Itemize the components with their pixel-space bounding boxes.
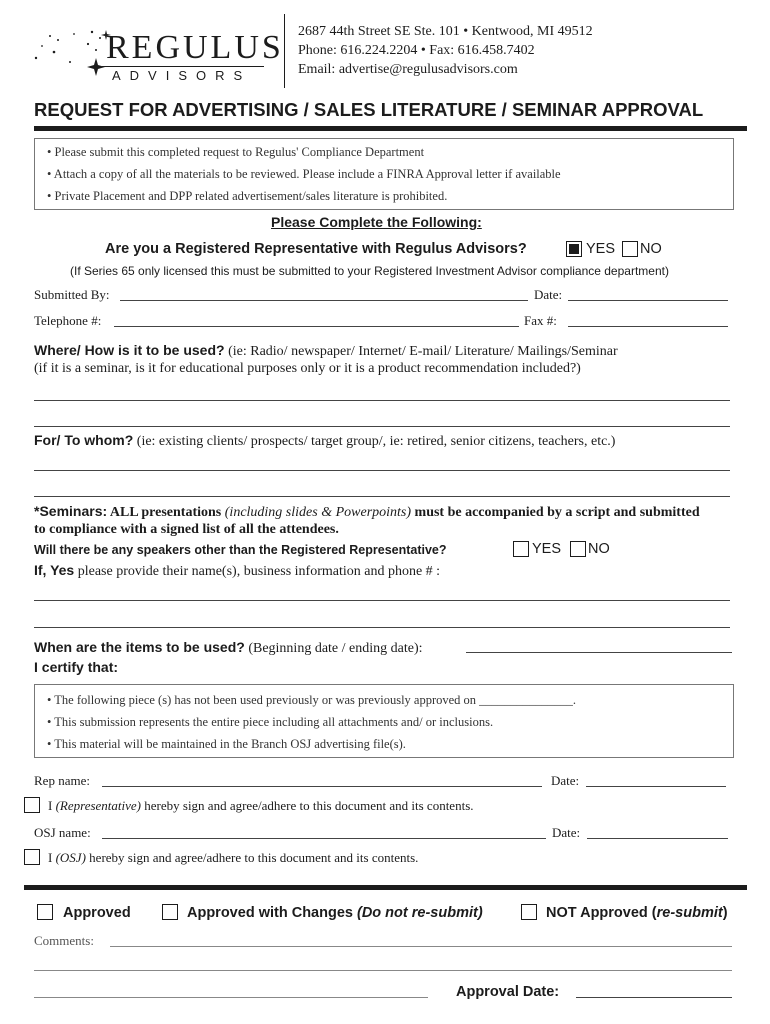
certify-item-3: • This material will be maintained in the Branch OSJ advertising file(s). — [47, 737, 406, 751]
osj-agree-text — [48, 850, 418, 866]
osj-agree-checkbox[interactable] — [24, 849, 40, 865]
speakers-yes-label: YES — [532, 541, 562, 557]
date-label: Date: — [534, 287, 563, 302]
comments-field-2[interactable] — [34, 970, 732, 971]
page-title: REQUEST FOR ADVERTISING / SALES LITERATURE / SEMINAR APPROVAL — [34, 99, 704, 120]
osj-name-field[interactable] — [102, 838, 546, 839]
title-rule — [34, 126, 747, 131]
telephone-label: Telephone #: — [34, 313, 102, 328]
approved-changes-italic: (Do not re-submit) — [357, 905, 483, 921]
osj-agree-post: hereby sign and agree/adhere to this document and its contents. — [85, 850, 419, 865]
submitted-by-label: Submitted By: — [34, 287, 110, 302]
certify-item-1: • The following piece (s) has not been used previously or was previously approved on _______________. — [47, 693, 577, 707]
approved-changes-text: Approved with Changes — [187, 905, 357, 921]
not-approved-text: NOT Approved ( — [546, 905, 657, 921]
rep-agree-post: hereby sign and agree/adhere to this document and its contents. — [141, 798, 474, 813]
instructions-box — [34, 138, 734, 210]
instruction-2: • Attach a copy of all the materials to be reviewed. Please include a FINRA Approval letter if available — [47, 167, 561, 181]
when-field[interactable] — [466, 652, 732, 653]
when-bold: When are the items to be used? — [34, 639, 245, 655]
approved-changes-checkbox[interactable] — [162, 904, 178, 920]
submitted-by-field[interactable] — [120, 300, 528, 301]
telephone-field[interactable] — [114, 326, 519, 327]
header-phone: Phone: 616.224.2204 • Fax: 616.458.7402 — [298, 43, 535, 58]
rep-agree-pre: I — [48, 798, 56, 813]
seminars-line1 — [34, 503, 700, 521]
rep-date-label: Date: — [551, 773, 580, 788]
logo-divider — [102, 66, 264, 67]
fax-field[interactable] — [568, 326, 728, 327]
not-approved-italic: re-submit — [656, 905, 723, 921]
whom-answer-line-1[interactable] — [34, 470, 730, 471]
rep-no-checkbox[interactable] — [622, 241, 638, 257]
rep-yes-checkbox[interactable] — [566, 241, 582, 257]
complete-heading: Please Complete the Following: — [271, 214, 482, 230]
where-line2: (if it is a seminar, is it for educational purposes only or it is a product recommendation included?) — [34, 361, 581, 376]
not-approved-close: ) — [722, 905, 728, 921]
instruction-1: • Please submit this completed request to Regulus' Compliance Department — [47, 145, 425, 159]
approval-date-label: Approval Date: — [456, 984, 560, 1000]
osj-date-field[interactable] — [587, 838, 728, 839]
speakers-question: Will there be any speakers other than the Registered Representative? — [34, 543, 447, 557]
speakers-no-label: NO — [588, 541, 610, 557]
logo-name: REGULUS — [106, 29, 284, 66]
certify-item-2: • This submission represents the entire piece including all attachments and/ or inclusions. — [47, 715, 494, 729]
speakers-yes-checkbox[interactable] — [513, 541, 529, 557]
seminars-text1: ALL presentations — [107, 505, 225, 520]
where-answer-line-1[interactable] — [34, 400, 730, 401]
whom-question — [34, 432, 615, 450]
approval-date-field[interactable] — [576, 997, 732, 998]
comments-field-1[interactable] — [110, 946, 732, 947]
header-address: 2687 44th Street SE Ste. 101 • Kentwood, MI 49512 — [298, 24, 593, 39]
rep-no-label: NO — [640, 241, 662, 257]
seminars-italic: (including slides & Powerpoints) — [224, 505, 412, 520]
osj-agree-pre: I — [48, 850, 56, 865]
whom-bold: For/ To whom? — [34, 432, 134, 448]
comments-label: Comments: — [34, 933, 94, 948]
rep-name-label: Rep name: — [34, 773, 90, 788]
rep-agree-checkbox[interactable] — [24, 797, 40, 813]
date-field[interactable] — [568, 300, 728, 301]
series65-note: (If Series 65 only licensed this must be submitted to your Registered Investment Advisor compliance department) — [70, 264, 669, 278]
approved-checkbox[interactable] — [37, 904, 53, 920]
when-question — [34, 639, 423, 657]
osj-name-label: OSJ name: — [34, 825, 91, 840]
where-question — [34, 342, 618, 360]
where-rest: (ie: Radio/ newspaper/ Internet/ E-mail/ Literature/ Mailings/Seminar — [224, 344, 618, 359]
if-yes-bold: If, Yes — [34, 562, 75, 578]
if-yes-line — [34, 562, 440, 580]
whom-answer-line-2[interactable] — [34, 496, 730, 497]
certify-box — [34, 684, 734, 758]
header-email: Email: advertise@regulusadvisors.com — [298, 62, 518, 77]
not-approved-checkbox[interactable] — [521, 904, 537, 920]
rep-agree-italic: (Representative) — [55, 798, 142, 813]
whom-rest: (ie: existing clients/ prospects/ target group/, ie: retired, senior citizens, teachers, etc.) — [133, 434, 616, 449]
speakers-answer-line-1[interactable] — [34, 600, 730, 601]
comments-field-3[interactable] — [34, 997, 428, 998]
header-divider — [284, 14, 285, 88]
where-answer-line-2[interactable] — [34, 426, 730, 427]
seminars-line2: to compliance with a signed list of all the attendees. — [34, 522, 339, 537]
rep-agree-text — [48, 798, 474, 814]
certify-heading: I certify that: — [34, 659, 119, 675]
seminars-text2: must be accompanied by a script and submitted — [411, 505, 700, 520]
osj-agree-italic: (OSJ) — [55, 850, 86, 865]
when-rest: (Beginning date / ending date): — [244, 641, 423, 656]
logo — [30, 22, 284, 86]
logo-sub: ADVISORS — [112, 68, 252, 83]
rep-yes-label: YES — [586, 241, 616, 257]
osj-date-label: Date: — [552, 825, 581, 840]
seminars-bold: *Seminars: — [34, 503, 108, 519]
fax-label: Fax #: — [524, 313, 557, 328]
if-yes-rest: please provide their name(s), business information and phone # : — [74, 564, 441, 579]
where-bold: Where/ How is it to be used? — [34, 342, 225, 358]
approved-label: Approved — [63, 905, 131, 921]
approval-rule — [24, 885, 747, 890]
rep-date-field[interactable] — [586, 786, 726, 787]
instruction-3: • Private Placement and DPP related advertisement/sales literature is prohibited. — [47, 189, 448, 203]
approved-changes-label — [187, 905, 483, 921]
speakers-answer-line-2[interactable] — [34, 627, 730, 628]
rep-name-field[interactable] — [102, 786, 542, 787]
rep-question: Are you a Registered Representative with Regulus Advisors? — [105, 241, 527, 257]
not-approved-label — [546, 905, 728, 921]
speakers-no-checkbox[interactable] — [570, 541, 586, 557]
